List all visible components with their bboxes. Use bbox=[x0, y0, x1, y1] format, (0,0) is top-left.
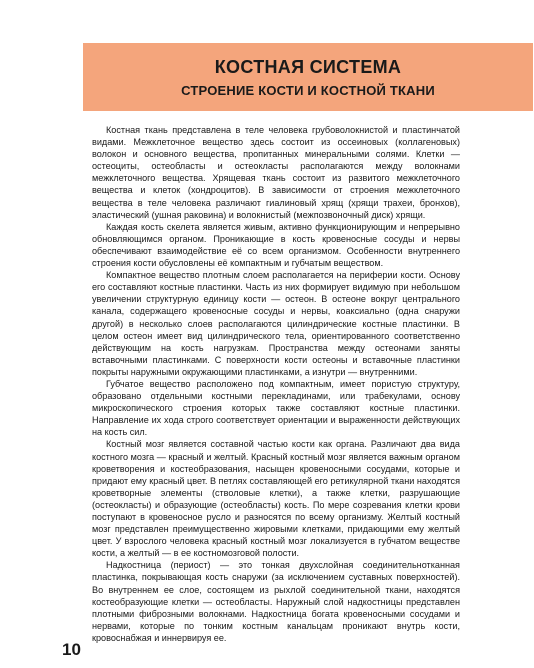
paragraph-bone-organ: Каждая кость скелета является живым, активно функционирующим и непрерывно обновляющимся органом. Проникающие в кость кровеносные сосуды и нервы обеспечивают взаимодействие её со всем организмом. Особенности внутреннего строения кости обусловлены её компактным и губчатым веществом. bbox=[92, 221, 460, 269]
paragraph-spongy-substance: Губчатое вещество расположено под компактным, имеет пористую структуру, образовано отдельными костными перекладинами, или трабекулами, основу микроскопического строения которых также составляют костные пластинки. Направление их хода строго соответствует ориентации и выраженности действующих на кость сил. bbox=[92, 378, 460, 438]
page-subtitle: СТРОЕНИЕ КОСТИ И КОСТНОЙ ТКАНИ bbox=[181, 83, 435, 98]
paragraph-compact-substance: Компактное вещество плотным слоем располагается на периферии кости. Основу его составляют костные пластинки. Часть из них формирует видимую при небольшом увеличении структурную единицу кости — остеон. В остеоне вокруг центрального канала, содержащего кровеносные сосуды и нервы, коаксиально (одна снаружи другой) в несколько слоев располагаются цилиндрические костные пластинки. В целом остеон имеет вид цилиндрического тела, ориентированного соответственно действующим на кость нагрузкам. Пространства между остеонами заняты вставочными пластинками. С поверхности кости остеоны и вставочные пластинки покрыты наружными окружающими пластинками, а изнутри — внутренними. bbox=[92, 270, 460, 377]
body-text bbox=[92, 124, 460, 644]
page-title: КОСТНАЯ СИСТЕМА bbox=[214, 57, 402, 77]
paragraph-periosteum: Надкостница (периост) — это тонкая двухслойная соединительнотканная пластинка, покрывающая кость снаружи (за исключением суставных поверхностей). Во внутреннем ее слое, состоящем из рыхлой соединительной ткани, находятся костеобразующие клетки — остеобласты. Наружный слой надкостницы представлен плотными фиброзными волокнами. Надкостница богата кровеносными сосудами и нервами, которые по тонким костным канальцам проникают внутрь кости, кровоснабжая и иннервируя ее. bbox=[92, 560, 460, 643]
chapter-header bbox=[83, 43, 533, 111]
paragraph-bone-tissue: Костная ткань представлена в теле человека грубоволокнистой и пластинчатой видами. Межклеточное вещество здесь состоит из оссеиновых (коллагеновых) волокон и основного вещества, пропитанных минеральными солями. Клетки — остеоциты, остеобласты и остеокласты располагаются между волокнами межклеточного вещества. Хрящевая ткань состоит из развитого межклеточного вещества и клеток (хондроцитов). В зависимости от строения межклеточного вещества в теле человека различают гиалиновый хрящ (хрящи трахеи, бронхов), эластический (ушная раковина) и волокнистый (межпозвоночный диск) хрящи. bbox=[92, 125, 460, 220]
page-number: 10 bbox=[62, 640, 81, 659]
paragraph-bone-marrow: Костный мозг является составной частью кости как органа. Различают два вида костного мозга — красный и желтый. Красный костный мозг является важным органом кроветворения и костеобразования, насыщен кровеносными сосудами, которые и придают ему красный цвет. В петлях составляющей его ретикулярной ткани находятся кроветворные элементы (стволовые клетки), а также клетки, разрушающие (остеокласты) и образующие (остеобласты) кость. По мере созревания клетки крови поступают в кровеносное русло и разносятся по всему организму. Желтый костный мозг представлен преимущественно жировыми клетками, придающими ему желтый цвет. У взрослого человека красный костный мозг локализуется в губчатом веществе кости, а желтый — в ее костномозговой полости. bbox=[92, 439, 460, 559]
